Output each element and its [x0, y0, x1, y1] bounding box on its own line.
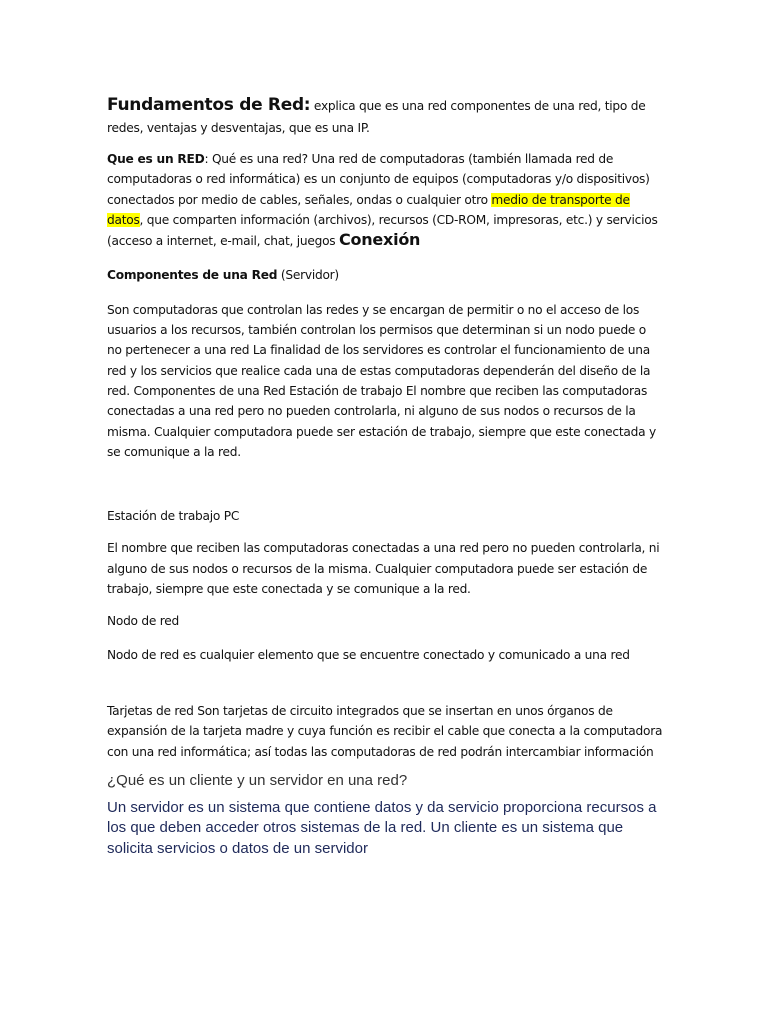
intro-paragraph	[107, 94, 663, 139]
nodo-paragraph: Nodo de red es cualquier elemento que se encuentre conectado y comunicado a una red	[107, 647, 630, 662]
highlighted-phrase: medio de transporte de datos	[107, 192, 630, 227]
componentes-tail: (Servidor)	[277, 268, 339, 283]
estacion-heading: Estación de trabajo PC	[107, 509, 240, 524]
conexion-heading: Conexión	[339, 230, 421, 250]
componentes-label: Componentes de una Red	[107, 268, 278, 283]
red-label: Que es un RED	[107, 152, 205, 166]
red-text-2: , que comparten información (archivos), recursos (CD-ROM, impresoras, etc.) y servicios (acceso a internet, e-mail, chat, juegos	[107, 212, 658, 249]
componentes-heading	[107, 265, 663, 285]
estacion-paragraph: El nombre que reciben las computadoras conectadas a una red pero no pueden controlarla, ni alguno de sus nodos o recursos de la misma. Cualquier computadora puede ser estación de trabajo, siempre que este conectada y se comunique a la red.	[107, 541, 660, 597]
servidor-paragraph: Son computadoras que controlan las redes y se encargan de permitir o no el acceso de los usuarios a los recursos, también controlan los permisos que determinan si un nodo puede o no pertenecer a una red La finalidad de los servidores es controlar el funcionamiento de una red y los servicios que realice cada una de estas computadoras dependerán del diseño de la red. Componentes de una Red Estación de trabajo El nombre que reciben las computadoras conectadas a una red pero no pueden controlarla, ni alguno de sus nodos o recursos de la misma. Cualquier computadora puede ser estación de trabajo, siempre que este conectada y se comunique a la red.	[107, 302, 656, 459]
cliente-answer: Un servidor es un sistema que contiene datos y da servicio proporciona recursos a los que deben acceder otros sistemas de la red. Un cliente es un sistema que solicita servicios o datos de un servidor	[107, 798, 657, 857]
red-text-1: : Qué es una red? Una red de computadoras (también llamada red de computadoras o red informática) es un conjunto de equipos (computadoras y/o dispositivos) conectados por medio de cables, señales, ondas o cualquier otro	[107, 152, 650, 207]
cliente-question: ¿Qué es un cliente y un servidor en una red?	[107, 771, 408, 789]
document-page	[107, 94, 663, 859]
red-definition-paragraph	[107, 149, 663, 251]
nodo-heading: Nodo de red	[107, 614, 179, 629]
title-description: explica que es una red componentes de una red, tipo de redes, ventajas y desventajas, que es una IP.	[107, 99, 646, 135]
tarjetas-paragraph: Tarjetas de red Son tarjetas de circuito integrados que se insertan en unos órganos de expansión de la tarjeta madre y cuya función es recibir el cable que conecta a la computadora con una red informática; así todas las computadoras de red podrán intercambiar información	[107, 703, 663, 759]
document-title: Fundamentos de Red:	[107, 95, 311, 115]
